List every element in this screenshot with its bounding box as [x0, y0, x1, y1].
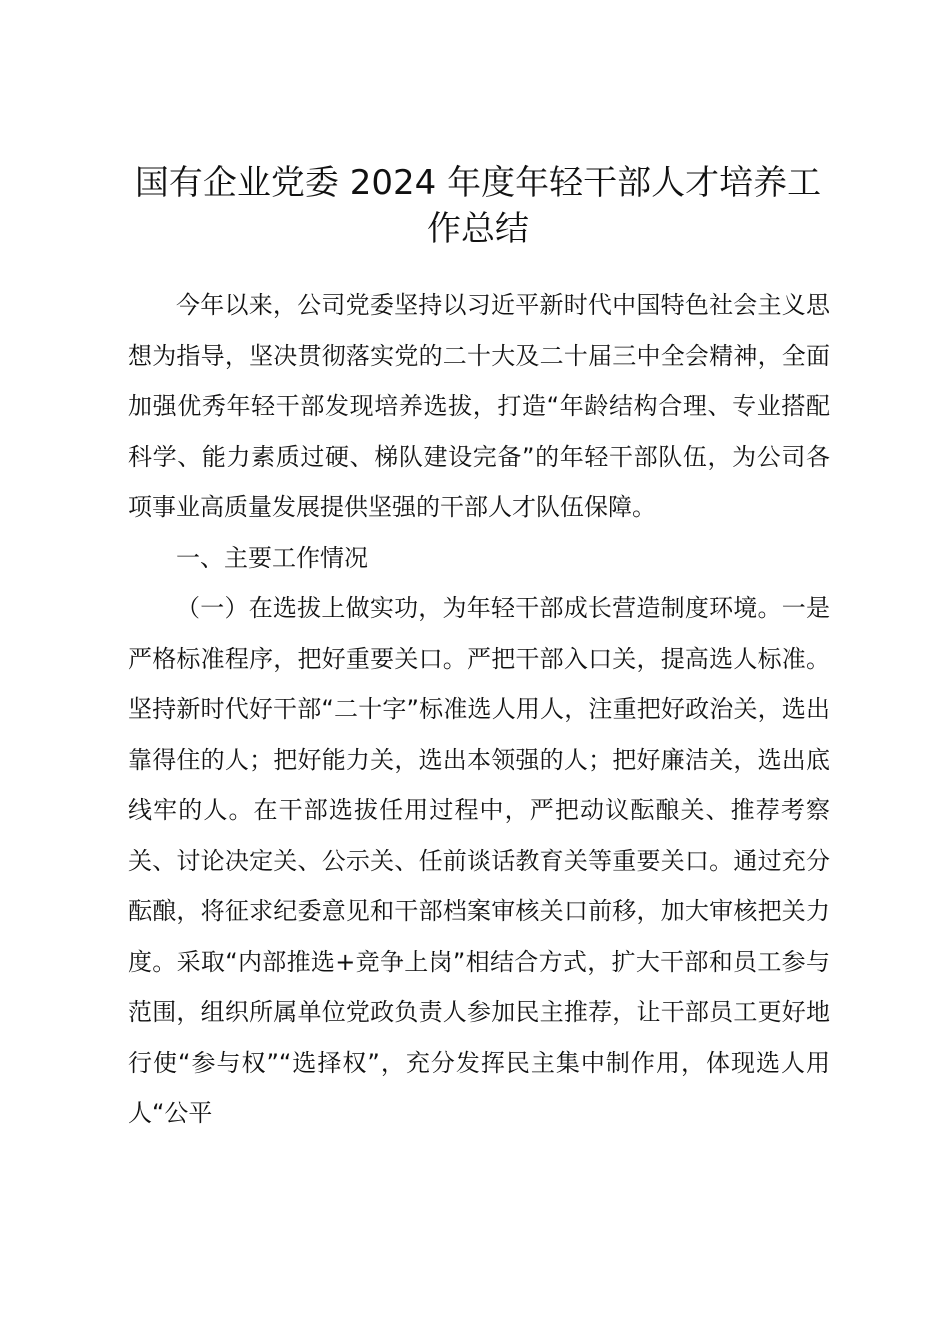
document-title: 国有企业党委 2024 年度年轻干部人才培养工作总结 — [134, 163, 822, 249]
section-heading: 一、主要工作情况 — [176, 543, 368, 572]
document-body — [128, 280, 830, 1139]
intro-paragraph: 今年以来，公司党委坚持以习近平新时代中国特色社会主义思想为指导，坚决贯彻落实党的二十大及二十届三中全会精神，全面加强优秀年轻干部发现培养选拔，打造“年龄结构合理、专业搭配科学、能力素质过硬、梯队建设完备”的年轻干部队伍，为公司各项事业高质量发展提供坚强的干部人才队伍保障。 — [128, 291, 830, 521]
subsection-paragraph: （一）在选拔上做实功，为年轻干部成长营造制度环境。一是严格标准程序，把好重要关口。严把干部入口关，提高选人标准。坚持新时代好干部“二十字”标准选人用人，注重把好政治关，选出靠得住的人；把好能力关，选出本领强的人；把好廉洁关，选出底线牢的人。在干部选拔任用过程中，严把动议酝酿关、推荐考察关、讨论决定关、公示关、任前谈话教育关等重要关口。通过充分酝酿，将征求纪委意见和干部档案审核关口前移，加大审核把关力度。采取“内部推选+竞争上岗”相结合方式，扩大干部和员工参与范围，组织所属单位党政负责人参加民主推荐，让干部员工更好地行使“参与权”“选择权”，充分发挥民主集中制作用，体现选人用人“公平 — [128, 594, 830, 1127]
